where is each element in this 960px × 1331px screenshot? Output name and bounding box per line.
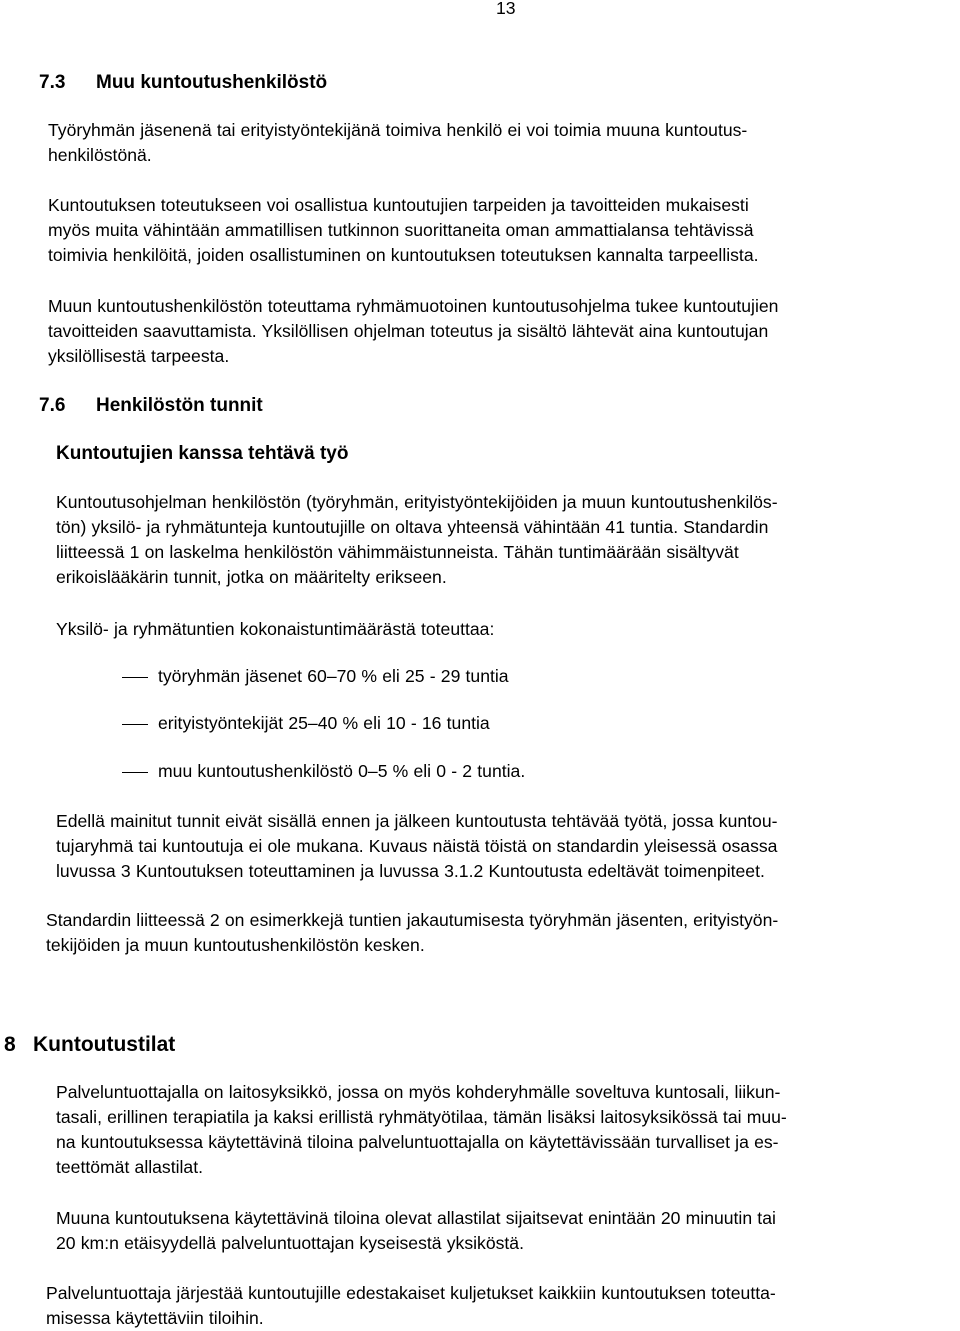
text-line: Standardin liitteessä 2 on esimerkkejä tuntien jakautumisesta työryhmän jäsenten, erityistyön- xyxy=(46,910,779,930)
paragraph xyxy=(48,294,948,369)
section-heading-8 xyxy=(4,1032,175,1058)
text-line: tavoitteiden saavuttamista. Yksilöllisen ohjelman toteutus ja sisältö lähtevät aina kuntoutujan xyxy=(48,321,769,341)
text-line: Edellä mainitut tunnit eivät sisällä ennen ja jälkeen kuntoutusta tehtävää työtä, jossa kuntou- xyxy=(56,811,778,831)
section-title: Henkilöstön tunnit xyxy=(96,395,263,416)
text-line: liitteessä 1 on laskelma henkilöstön vähimmäistunneista. Tähän tuntimäärään sisältyvät xyxy=(56,542,739,562)
text-line: myös muita vähintään ammatillisen tutkinnon suorittaneita oman ammattialansa tehtävissä xyxy=(48,220,754,240)
page-number: 13 xyxy=(496,0,516,18)
text-line: luvussa 3 Kuntoutuksen toteuttaminen ja luvussa 3.1.2 Kuntoutusta edeltävät toimenpiteet. xyxy=(56,861,765,881)
text-line: 20 km:n etäisyydellä palveluntuottajan kyseisestä yksiköstä. xyxy=(56,1233,524,1253)
text-line: Kuntoutusohjelman henkilöstön (työryhmän, erityistyöntekijöiden ja muun kuntoutushenkilös- xyxy=(56,492,778,512)
paragraph xyxy=(56,1206,956,1256)
paragraph xyxy=(56,490,956,590)
text-line: tekijöiden ja muun kuntoutushenkilöstön kesken. xyxy=(46,935,425,955)
text-line: Palveluntuottajalla on laitosyksikkö, jossa on myös kohderyhmälle soveltuva kuntosali, liikun- xyxy=(56,1082,781,1102)
paragraph xyxy=(56,809,956,884)
text-line: teettömät allastilat. xyxy=(56,1157,203,1177)
list-intro: Yksilö- ja ryhmätuntien kokonaistuntimäärästä toteuttaa: xyxy=(56,619,495,639)
paragraph xyxy=(46,908,956,958)
section-heading-7-3 xyxy=(39,71,327,95)
paragraph xyxy=(48,193,918,268)
text-line: erikoislääkärin tunnit, jotka on määritelty erikseen. xyxy=(56,567,447,587)
text-line: tujaryhmä tai kuntoutuja ei ole mukana. Kuvaus näistä töistä on standardin yleisessä osassa xyxy=(56,836,778,856)
subheading: Kuntoutujien kanssa tehtävä työ xyxy=(56,443,349,464)
text-line: Muun kuntoutushenkilöstön toteuttama ryhmämuotoinen kuntoutusohjelma tukee kuntoutujien xyxy=(48,296,779,316)
paragraph xyxy=(56,1080,956,1180)
paragraph xyxy=(48,118,918,168)
dash-bullet-icon xyxy=(122,772,148,773)
paragraph xyxy=(46,1281,956,1331)
list-item-text: muu kuntoutushenkilöstö 0–5 % eli 0 - 2 tuntia. xyxy=(158,761,526,781)
text-line: toimivia henkilöitä, joiden osallistuminen on kuntoutuksen toteutuksen kannalta tarpeellista. xyxy=(48,245,759,265)
text-line: Työryhmän jäsenenä tai erityistyöntekijänä toimiva henkilö ei voi toimia muuna kuntoutus- xyxy=(48,120,748,140)
dash-bullet-icon xyxy=(122,677,148,678)
dash-bullet-icon xyxy=(122,724,148,725)
text-line: tasali, erillinen terapiatila ja kaksi erillistä ryhmätyötilaa, tämän lisäksi laitosyksikössä tai muu- xyxy=(56,1107,787,1127)
text-line: Kuntoutuksen toteutukseen voi osallistua kuntoutujien tarpeiden ja tavoitteiden mukaisesti xyxy=(48,195,749,215)
list-item-text: työryhmän jäsenet 60–70 % eli 25 - 29 tuntia xyxy=(158,666,509,686)
text-line: tön) yksilö- ja ryhmätunteja kuntoutujille on oltava yhteensä vähintään 41 tuntia. Standardin xyxy=(56,517,769,537)
section-heading-7-6 xyxy=(39,394,263,418)
text-line: yksilöllisestä tarpeesta. xyxy=(48,346,230,366)
section-number: 7.6 xyxy=(39,395,66,416)
text-line: Muuna kuntoutuksena käytettävinä tiloina olevat allastilat sijaitsevat enintään 20 minuutin tai xyxy=(56,1208,776,1228)
text-line: Palveluntuottaja järjestää kuntoutujille edestakaiset kuljetukset kaikkiin kuntoutuksen toteutta- xyxy=(46,1283,776,1303)
section-number: 7.3 xyxy=(39,72,66,93)
text-line: henkilöstönä. xyxy=(48,145,152,165)
list-item-text: erityistyöntekijät 25–40 % eli 10 - 16 tuntia xyxy=(158,713,490,733)
text-line: na kuntoutuksessa käytettävinä tiloina palveluntuottajalla on käytettävissään turvalliset ja es- xyxy=(56,1132,779,1152)
section-title: Kuntoutustilat xyxy=(33,1033,176,1056)
section-number: 8 xyxy=(4,1033,16,1056)
text-line: misessa käytettäviin tiloihin. xyxy=(46,1308,264,1328)
section-title: Muu kuntoutushenkilöstö xyxy=(96,72,328,93)
